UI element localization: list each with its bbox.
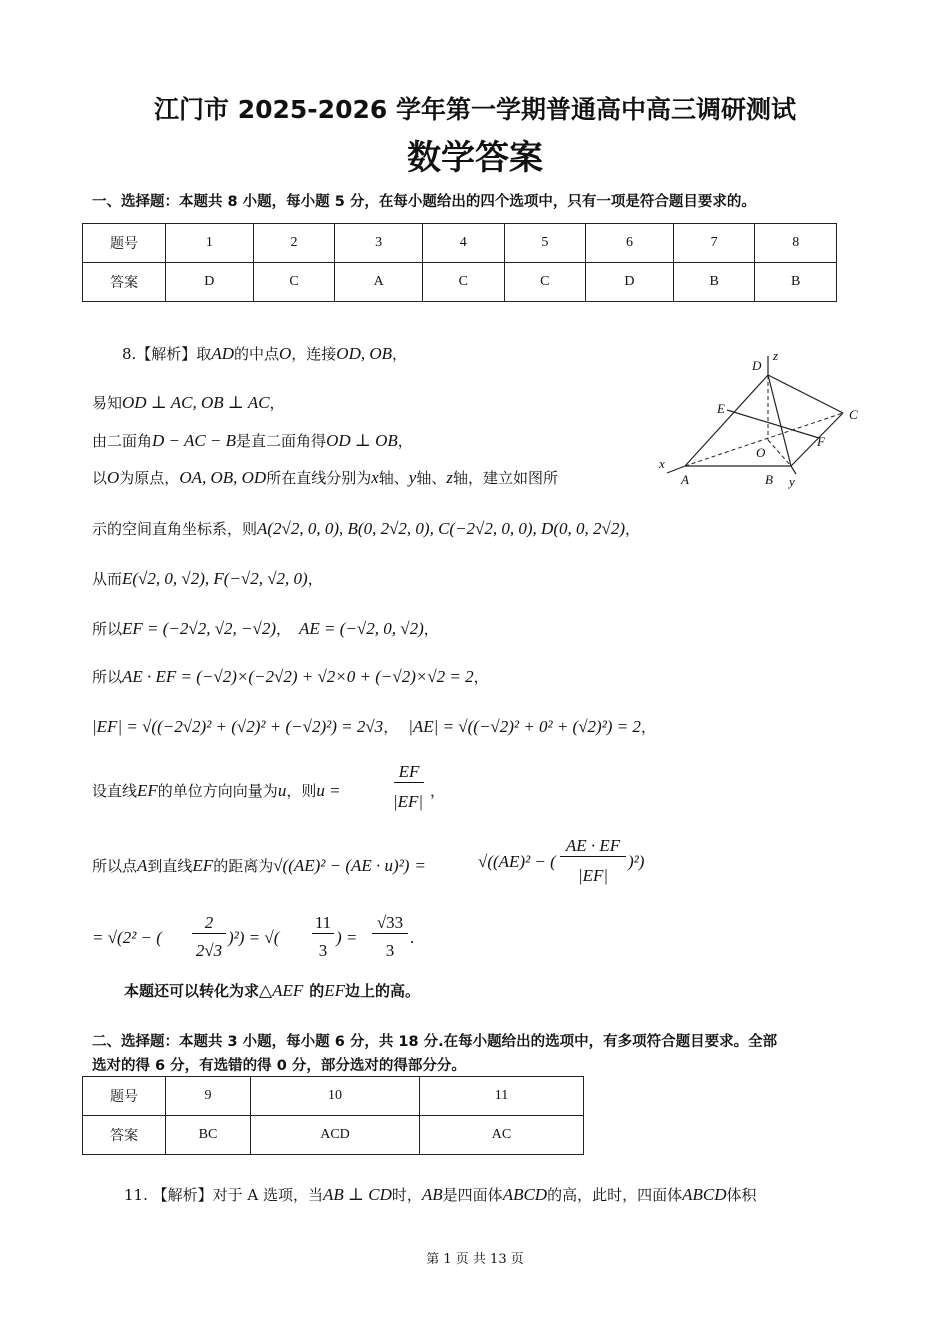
text: 轴，建立如图所 bbox=[452, 469, 558, 487]
math: EF bbox=[137, 781, 158, 800]
solution8-line9 bbox=[92, 716, 656, 737]
text: 所以 bbox=[92, 620, 123, 638]
fraction-denominator: |EF| bbox=[577, 866, 609, 885]
math: y bbox=[408, 468, 417, 487]
math: O bbox=[107, 468, 120, 487]
solution8-line11 bbox=[92, 855, 425, 876]
distance-expression-tail: )²) bbox=[628, 852, 645, 871]
solution8-line5 bbox=[92, 518, 640, 539]
page-footer: 第 1 页 共 13 页 bbox=[426, 1252, 524, 1267]
math: u bbox=[277, 781, 287, 800]
table-row bbox=[83, 1116, 584, 1155]
table-cell: ACD bbox=[251, 1116, 420, 1155]
label-D: D bbox=[752, 358, 762, 373]
text: 轴、 bbox=[378, 469, 409, 487]
label-z: z bbox=[773, 348, 779, 363]
math: OD, OB bbox=[336, 344, 393, 363]
table-cell: 5 bbox=[504, 224, 586, 263]
text: 到直线 bbox=[147, 857, 193, 875]
math: u = bbox=[316, 781, 341, 800]
table-cell: B bbox=[673, 263, 755, 302]
text: ，则 bbox=[286, 782, 317, 800]
math: x bbox=[371, 468, 379, 487]
math: ABCD bbox=[682, 1185, 727, 1204]
math: A bbox=[137, 856, 148, 875]
text: ， bbox=[307, 570, 323, 588]
math: EF bbox=[324, 981, 346, 1000]
fraction-numerator: EF bbox=[394, 762, 424, 783]
text: 为原点， bbox=[119, 469, 180, 487]
table-cell: 4 bbox=[423, 224, 505, 263]
table-row bbox=[83, 263, 837, 302]
text: 是四面体 bbox=[442, 1186, 503, 1204]
text: 的中点 bbox=[233, 345, 279, 363]
table-cell: 9 bbox=[166, 1077, 251, 1116]
math: ABCD bbox=[502, 1185, 548, 1204]
answer-table-1 bbox=[82, 223, 837, 302]
text: 的高，此时，四面体 bbox=[547, 1186, 683, 1204]
math: |AE| = √((−√2)² + 0² + (√2)²) = 2 bbox=[408, 717, 641, 736]
text: 的 bbox=[309, 982, 325, 1000]
text: ，连接 bbox=[291, 345, 337, 363]
text: 11. 【解析】对于 A 选项，当 bbox=[124, 1186, 323, 1204]
text: 轴、 bbox=[416, 469, 447, 487]
math: OD ⊥ AC, OB ⊥ AC bbox=[122, 393, 270, 412]
text: ， bbox=[392, 345, 408, 363]
table-cell: C bbox=[253, 263, 335, 302]
text: 本题还可以转化为求 bbox=[124, 982, 260, 1000]
text: 所在直线分别为 bbox=[266, 469, 372, 487]
fraction-denominator: |EF| bbox=[392, 792, 424, 811]
math: A(2√2, 0, 0), B(0, 2√2, 0), C(−2√2, 0, 0), D(0, 0, 2√2) bbox=[257, 519, 625, 538]
math: OA, OB, OD bbox=[179, 468, 267, 487]
math: OD ⊥ OB bbox=[326, 431, 398, 450]
y-axis bbox=[791, 466, 796, 474]
label-C: C bbox=[849, 407, 858, 422]
table-cell: 1 bbox=[166, 224, 254, 263]
text: ， bbox=[624, 520, 640, 538]
tetrahedron-figure bbox=[655, 348, 870, 493]
text: ， bbox=[383, 718, 399, 736]
table-cell: D bbox=[586, 263, 674, 302]
solution8-line12c: ) = bbox=[336, 928, 358, 947]
label-B: B bbox=[765, 472, 773, 487]
table-cell: 3 bbox=[335, 224, 423, 263]
text: ， bbox=[423, 620, 439, 638]
math: E(√2, 0, √2), F(−√2, √2, 0) bbox=[122, 569, 308, 588]
label-y: y bbox=[789, 474, 795, 489]
document-subtitle: 数学答案 bbox=[407, 138, 543, 178]
table-row bbox=[83, 1077, 584, 1116]
math: AD bbox=[211, 344, 234, 363]
solution8-line7 bbox=[92, 618, 439, 639]
answer-table-2 bbox=[82, 1076, 584, 1155]
fraction-denominator: 3 bbox=[318, 941, 328, 960]
fraction-numerator: 11 bbox=[312, 913, 334, 934]
solution8-line1 bbox=[122, 343, 407, 364]
math: EF = (−2√2, √2, −√2) bbox=[122, 619, 277, 638]
math: EF bbox=[192, 856, 214, 875]
text: 边上的高。 bbox=[345, 982, 421, 1000]
text: 的单位方向向量为 bbox=[157, 782, 278, 800]
text: 是直二面角得 bbox=[236, 432, 327, 450]
math: △AEF bbox=[259, 981, 304, 1000]
row-label: 题号 bbox=[83, 224, 166, 263]
text: 以 bbox=[92, 469, 108, 487]
text: 易知 bbox=[92, 394, 123, 412]
table-cell: D bbox=[166, 263, 254, 302]
text: 由二面角 bbox=[92, 432, 153, 450]
fraction-denominator: 3 bbox=[385, 941, 395, 960]
text: 所以点 bbox=[92, 857, 138, 875]
text: ， bbox=[640, 718, 656, 736]
text: 8.【解析】取 bbox=[122, 345, 212, 363]
solution8-line2 bbox=[92, 392, 285, 413]
distance-expression-head: √((AE)² − ( bbox=[478, 852, 556, 871]
table-cell: C bbox=[504, 263, 586, 302]
math: O bbox=[279, 344, 292, 363]
math: |EF| = √((−2√2)² + (√2)² + (−√2)²) = 2√3 bbox=[92, 717, 384, 736]
text: 示的空间直角坐标系，则 bbox=[92, 520, 258, 538]
label-F: F bbox=[817, 434, 825, 449]
fraction-denominator: 2√3 bbox=[195, 941, 223, 960]
math: AB ⊥ CD bbox=[323, 1185, 392, 1204]
text: ， bbox=[397, 432, 413, 450]
table-cell: 7 bbox=[673, 224, 755, 263]
table-cell: BC bbox=[166, 1116, 251, 1155]
table-cell: 11 bbox=[420, 1077, 584, 1116]
solution11-line1 bbox=[124, 1184, 757, 1205]
text: 从而 bbox=[92, 570, 123, 588]
label-E: E bbox=[717, 401, 725, 416]
table-cell: 8 bbox=[755, 224, 837, 263]
solution8-line3 bbox=[92, 430, 413, 451]
text: 时， bbox=[391, 1186, 422, 1204]
solution8-line12b: )²) = √( bbox=[228, 928, 280, 947]
section1-heading: 一、选择题：本题共 8 小题，每小题 5 分，在每小题给出的四个选项中，只有一项是符合题目要求的。 bbox=[92, 194, 756, 210]
table-cell: B bbox=[755, 263, 837, 302]
solution8-line10-end: ， bbox=[430, 782, 446, 800]
text: 所以 bbox=[92, 668, 123, 686]
text: ， bbox=[269, 394, 285, 412]
math: = bbox=[415, 856, 426, 875]
math: AE = (−√2, 0, √2) bbox=[299, 619, 424, 638]
solution8-line12a: = √(2² − ( bbox=[92, 928, 162, 947]
row-label: 题号 bbox=[83, 1077, 166, 1116]
table-cell: A bbox=[335, 263, 423, 302]
edge-DC bbox=[768, 375, 843, 413]
text: ， bbox=[276, 620, 292, 638]
solution8-line6 bbox=[92, 568, 323, 589]
row-label: 答案 bbox=[83, 1116, 166, 1155]
row-label: 答案 bbox=[83, 263, 166, 302]
fraction-numerator: AE · EF bbox=[560, 836, 626, 857]
document-title: 江门市 2025-2026 学年第一学期普通高中高三调研测试 bbox=[154, 95, 796, 124]
table-cell: 10 bbox=[251, 1077, 420, 1116]
solution8-line10 bbox=[92, 780, 341, 801]
math: z bbox=[446, 468, 453, 487]
label-x: x bbox=[659, 456, 665, 471]
fraction-numerator: 2 bbox=[192, 913, 226, 934]
table-cell: C bbox=[423, 263, 505, 302]
text: ， bbox=[473, 668, 489, 686]
segment-EF bbox=[727, 410, 819, 438]
section2-heading-line2: 选对的得 6 分，有选错的得 0 分，部分选对的得部分分。 bbox=[92, 1058, 466, 1074]
math: AB bbox=[421, 1185, 443, 1204]
fraction-numerator: √33 bbox=[372, 913, 408, 934]
text: 设直线 bbox=[92, 782, 138, 800]
solution8-line12-end: . bbox=[410, 928, 415, 947]
math: √((AE)² − (AE · u)²) bbox=[273, 856, 410, 875]
label-O: O bbox=[756, 445, 766, 460]
solution8-line8 bbox=[92, 666, 489, 687]
label-A: A bbox=[681, 472, 689, 487]
table-cell: 2 bbox=[253, 224, 335, 263]
math: AE · EF = (−√2)×(−2√2) + √2×0 + (−√2)×√2 = 2 bbox=[122, 667, 474, 686]
solution8-note bbox=[124, 980, 420, 1001]
table-cell: 6 bbox=[586, 224, 674, 263]
solution8-line4 bbox=[92, 467, 558, 488]
text: 体积 bbox=[726, 1186, 757, 1204]
section2-heading-line1: 二、选择题：本题共 3 小题，每小题 6 分，共 18 分.在每小题给出的选项中，有多项符合题目要求。全部 bbox=[92, 1034, 778, 1050]
math: D − AC − B bbox=[152, 431, 237, 450]
text: 的距离为 bbox=[213, 857, 274, 875]
table-row bbox=[83, 224, 837, 263]
table-cell: AC bbox=[420, 1116, 584, 1155]
